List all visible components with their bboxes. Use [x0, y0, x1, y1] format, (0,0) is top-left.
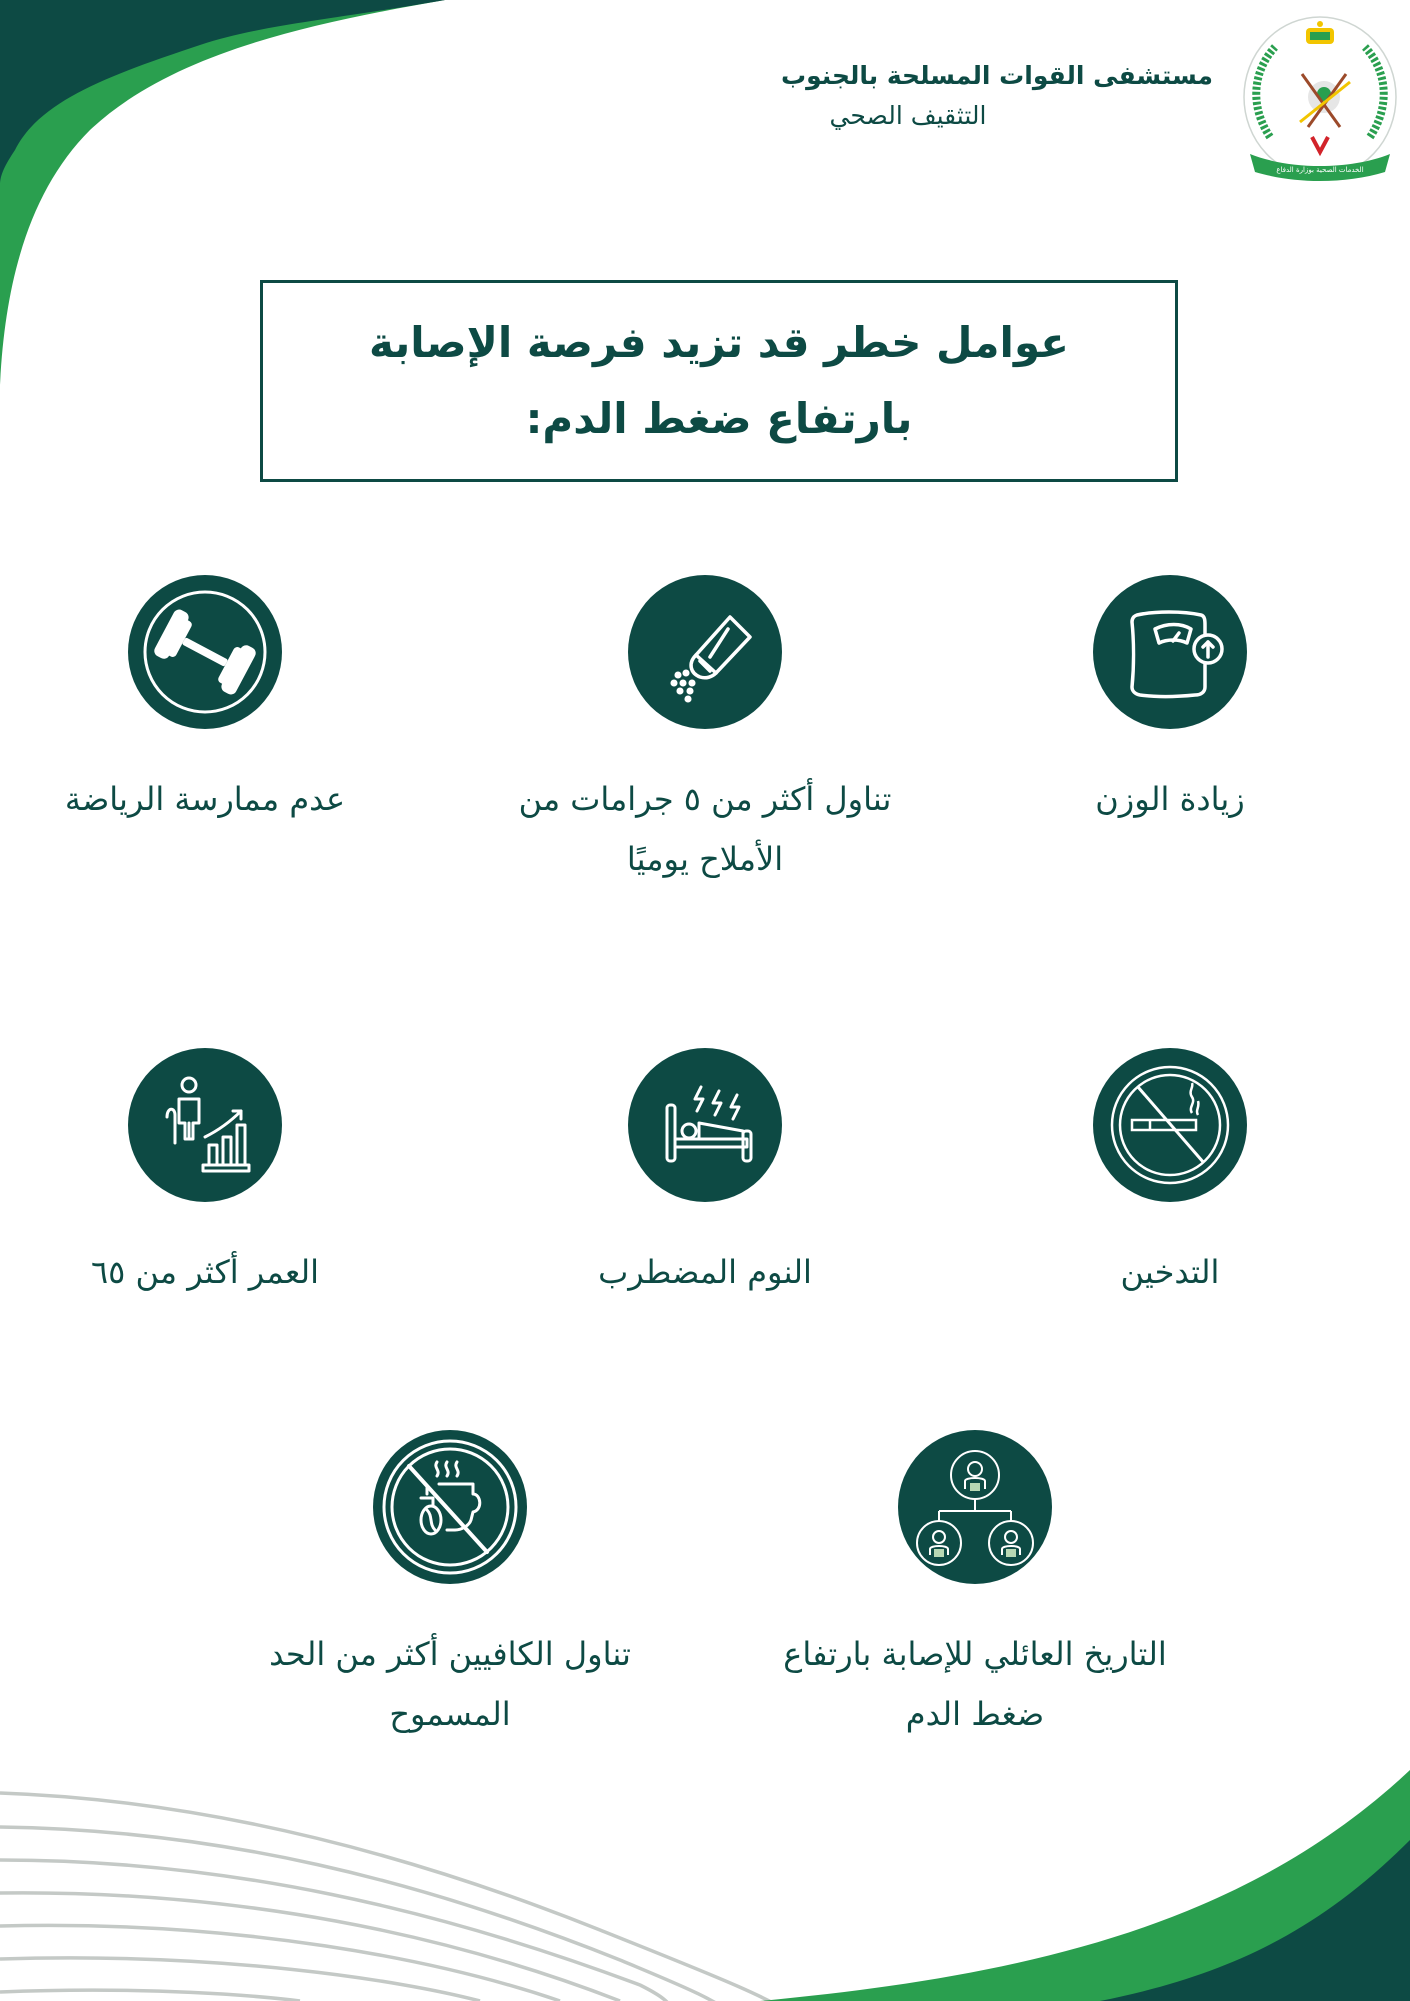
- disturbed-sleep-icon: [628, 1048, 782, 1202]
- factor-caffeine: [235, 1430, 665, 1744]
- dumbbell-icon: [128, 575, 282, 729]
- family-tree-icon: [898, 1430, 1052, 1584]
- factor-label: العمر أكثر من ٦٥: [90, 1253, 320, 1291]
- organization-name: مستشفى القوات المسلحة بالجنوب: [781, 61, 1213, 90]
- header-text-block: [693, 56, 1213, 136]
- department-name: التثقيف الصحي: [829, 101, 987, 130]
- bottom-decoration: [0, 1760, 1410, 2001]
- factor-label: تناول أكثر من ٥ جرامات من الأملاح يوميًا: [518, 780, 892, 878]
- factor-weight-gain: [955, 575, 1385, 829]
- factor-age-over-65: [0, 1048, 410, 1302]
- page-title: عوامل خطر قد تزيد فرصة الإصابة بارتفاع ضغط الدم:: [369, 318, 1069, 443]
- factor-label: التدخين: [1120, 1253, 1220, 1291]
- hospital-logo: [1240, 12, 1400, 182]
- factor-salt-intake: [490, 575, 920, 889]
- elderly-age-chart-icon: [128, 1048, 282, 1202]
- weight-scale-up-icon: [1093, 575, 1247, 729]
- factor-label: تناول الكافيين أكثر من الحد المسموح: [269, 1635, 631, 1733]
- no-smoking-icon: [1093, 1048, 1247, 1202]
- salt-shaker-icon: [628, 575, 782, 729]
- factor-no-exercise: [0, 575, 410, 829]
- svg-text:الخدمات الصحية بوزارة الدفاع: الخدمات الصحية بوزارة الدفاع: [1276, 166, 1364, 174]
- factor-label: زيادة الوزن: [1095, 780, 1245, 818]
- factor-label: التاريخ العائلي للإصابة بارتفاع ضغط الدم: [783, 1635, 1167, 1733]
- factor-label: النوم المضطرب: [598, 1253, 812, 1291]
- armed-forces-emblem-icon: [1240, 12, 1400, 182]
- no-caffeine-icon: [373, 1430, 527, 1584]
- title-box: [260, 280, 1178, 482]
- factor-family-history: [760, 1430, 1190, 1744]
- factor-smoking: [955, 1048, 1385, 1302]
- factor-disturbed-sleep: [490, 1048, 920, 1302]
- factor-label: عدم ممارسة الرياضة: [64, 780, 346, 818]
